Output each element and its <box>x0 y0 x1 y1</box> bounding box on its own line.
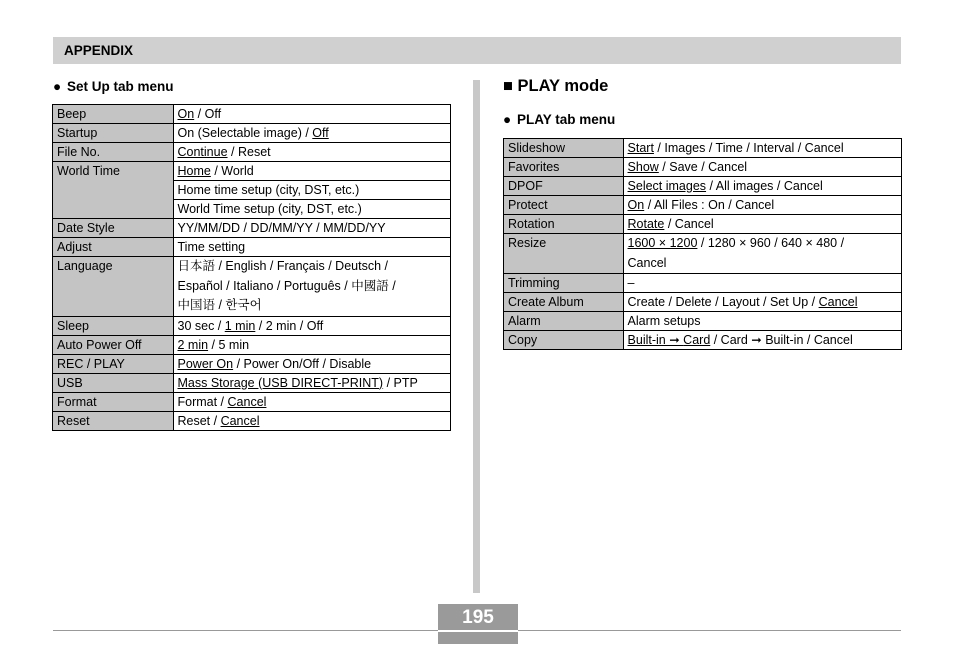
value-segment: Off <box>312 126 329 140</box>
setup-row-key: World Time <box>53 162 174 219</box>
setup-row-value <box>173 354 451 373</box>
setup-row-value <box>173 392 451 411</box>
column-divider <box>473 80 480 593</box>
value-segment: Home time setup (city, DST, etc.) <box>177 183 360 197</box>
page-number: 195 <box>462 607 494 628</box>
setup-table-row <box>53 143 451 162</box>
value-segment: Power On <box>177 356 234 371</box>
play-row-key: Resize <box>504 234 624 274</box>
play-row-key: Create Album <box>504 293 624 312</box>
setup-row-key: Format <box>53 392 174 411</box>
play-row-value <box>623 177 901 196</box>
setup-table-row <box>53 162 451 181</box>
play-menu-table <box>503 138 902 350</box>
value-segment: / Power On/Off / Disable <box>233 356 372 371</box>
setup-table-row <box>53 316 451 335</box>
setup-row-value <box>173 316 451 335</box>
setup-row-key: Sleep <box>53 316 174 335</box>
setup-row-value <box>173 335 451 354</box>
value-segment: / Card ➞ Built-in / Cancel <box>710 333 853 347</box>
play-section-title <box>503 112 615 127</box>
setup-row-value <box>173 181 451 200</box>
setup-section-title <box>53 79 174 94</box>
value-segment: Card <box>683 333 711 347</box>
play-mode-title: ■ PLAY mode <box>503 77 609 95</box>
value-segment: YY/MM/DD / DD/MM/YY / MM/DD/YY <box>177 221 386 235</box>
play-table-row <box>504 158 902 177</box>
setup-row-key: Beep <box>53 105 174 124</box>
value-segment: / Off <box>194 107 222 121</box>
value-segment: / Images / Time / Interval / Cancel <box>653 141 844 155</box>
play-row-value <box>623 274 901 293</box>
value-segment: Cancel <box>227 394 267 409</box>
setup-row-value <box>173 411 451 430</box>
value-segment: / Save / Cancel <box>658 160 748 174</box>
value-segment: / 1280 × 960 / 640 × 480 / <box>697 236 845 250</box>
value-segment: Cancel <box>818 295 858 309</box>
value-segment: On (Selectable image) / <box>177 126 313 140</box>
value-segment: Built-in ➞ <box>627 333 684 347</box>
setup-title-text: Set Up tab menu <box>67 79 174 94</box>
play-row-key: Rotation <box>504 215 624 234</box>
setup-menu-table <box>52 104 451 431</box>
setup-table-row <box>53 124 451 143</box>
value-segment: Home <box>177 164 211 178</box>
setup-table-row <box>53 392 451 411</box>
play-table-row <box>504 177 902 196</box>
setup-row-value <box>173 257 451 317</box>
value-segment: World Time setup (city, DST, etc.) <box>177 202 362 216</box>
setup-table-row <box>53 411 451 430</box>
value-segment: / 5 min <box>208 337 250 352</box>
setup-row-key: USB <box>53 373 174 392</box>
value-segment: Select images <box>627 179 707 193</box>
play-table-row <box>504 312 902 331</box>
setup-row-key: Adjust <box>53 238 174 257</box>
setup-table-row <box>53 105 451 124</box>
value-segment: / Cancel <box>664 217 714 231</box>
bullet-icon: ● <box>53 79 62 94</box>
value-segment: / 2 min / Off <box>255 318 324 333</box>
bullet-icon: ● <box>503 112 512 127</box>
play-row-key: Protect <box>504 196 624 215</box>
value-segment: 30 sec / <box>177 318 225 333</box>
setup-row-key: Startup <box>53 124 174 143</box>
setup-row-value <box>173 238 451 257</box>
play-table-row <box>504 293 902 312</box>
value-segment: 1 min <box>224 318 256 333</box>
play-row-value <box>623 331 901 350</box>
setup-table-row <box>53 257 451 317</box>
value-segment: 日本語 / English / Français / Deutsch / <box>177 259 388 273</box>
value-segment: / Reset <box>227 145 271 159</box>
setup-table-row <box>53 373 451 392</box>
value-segment: – <box>627 276 635 290</box>
value-segment: 中国语 / 한국어 <box>177 298 262 312</box>
value-segment: Mass Storage (USB DIRECT-PRINT) <box>177 375 384 390</box>
play-table-row <box>504 196 902 215</box>
play-row-key: Favorites <box>504 158 624 177</box>
play-table-row <box>504 234 902 274</box>
appendix-header-bar <box>53 37 901 64</box>
setup-row-value <box>173 373 451 392</box>
play-row-key: Copy <box>504 331 624 350</box>
value-segment: / All Files : On / Cancel <box>644 198 775 212</box>
play-row-key: Slideshow <box>504 139 624 158</box>
value-segment: Español / Italiano / Português / 中國語 / <box>177 278 396 293</box>
appendix-title: APPENDIX <box>64 43 134 58</box>
setup-table-row <box>53 335 451 354</box>
play-row-value <box>623 196 901 215</box>
value-segment: On <box>627 198 645 212</box>
value-segment: Format / <box>177 394 228 409</box>
setup-row-key: Reset <box>53 411 174 430</box>
setup-row-key: Auto Power Off <box>53 335 174 354</box>
value-segment: / World <box>210 164 254 178</box>
value-segment: Cancel <box>220 413 260 428</box>
play-row-key: Alarm <box>504 312 624 331</box>
value-segment: Rotate <box>627 217 665 231</box>
value-segment: 2 min <box>177 337 209 352</box>
value-segment: 1600 × 1200 <box>627 236 698 250</box>
value-segment: Alarm setups <box>627 314 701 328</box>
setup-row-value <box>173 124 451 143</box>
value-segment: Continue <box>177 145 228 159</box>
setup-row-value <box>173 105 451 124</box>
setup-row-value <box>173 219 451 238</box>
play-row-value <box>623 215 901 234</box>
value-segment: Start <box>627 141 654 155</box>
play-table-row <box>504 331 902 350</box>
play-row-value <box>623 234 901 274</box>
play-table-row <box>504 215 902 234</box>
value-segment: Reset / <box>177 413 221 428</box>
value-segment: Show <box>627 160 659 174</box>
page-number-badge <box>438 604 518 644</box>
setup-table-row <box>53 354 451 373</box>
play-row-key: Trimming <box>504 274 624 293</box>
setup-row-value <box>173 200 451 219</box>
play-title-text: PLAY tab menu <box>517 112 616 127</box>
value-segment: Cancel <box>627 255 667 270</box>
value-segment: On <box>177 107 195 121</box>
play-row-key: DPOF <box>504 177 624 196</box>
play-row-value <box>623 293 901 312</box>
setup-row-key: File No. <box>53 143 174 162</box>
setup-row-key: Date Style <box>53 219 174 238</box>
value-segment: Create / Delete / Layout / Set Up / <box>627 295 819 309</box>
setup-table-row <box>53 238 451 257</box>
setup-row-value <box>173 162 451 181</box>
play-row-value <box>623 158 901 177</box>
play-table-row <box>504 139 902 158</box>
setup-row-value <box>173 143 451 162</box>
setup-row-key: REC / PLAY <box>53 354 174 373</box>
value-segment: / PTP <box>383 375 418 390</box>
play-row-value <box>623 139 901 158</box>
value-segment: / All images / Cancel <box>706 179 823 193</box>
setup-row-key: Language <box>53 257 174 317</box>
value-segment: Time setting <box>177 240 246 254</box>
play-row-value <box>623 312 901 331</box>
play-table-row <box>504 274 902 293</box>
setup-table-row <box>53 219 451 238</box>
